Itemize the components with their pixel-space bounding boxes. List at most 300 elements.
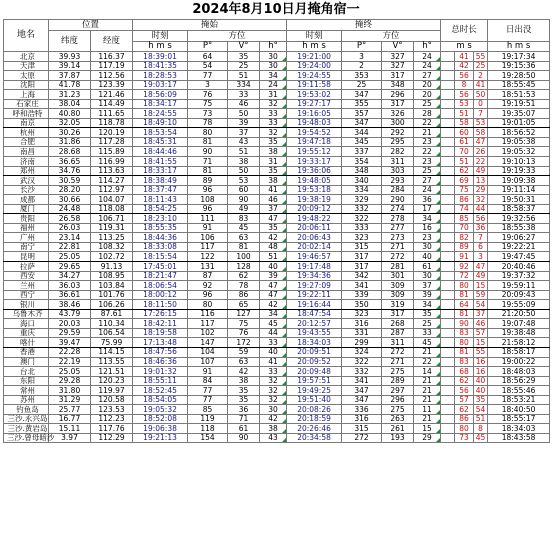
egress-v-cell: 274 <box>382 204 414 214</box>
duration-gap-cell <box>441 233 455 243</box>
place-cell: 呼和浩特 <box>4 109 49 119</box>
egress-v-cell: 319 <box>382 300 414 310</box>
duration-gap-cell <box>441 300 455 310</box>
latitude-cell: 39.47 <box>49 338 91 348</box>
egress-p-cell: 332 <box>342 204 382 214</box>
egress-p-cell: 341 <box>342 376 382 386</box>
ingress-h-cell: 34 <box>260 309 287 319</box>
header-egress-hms: h m s <box>287 42 342 52</box>
egress-v-cell: 300 <box>382 118 414 128</box>
ingress-time-cell: 17:26:15 <box>133 309 188 319</box>
table-row <box>4 319 550 329</box>
header-egress-time: 时刻 <box>287 31 342 42</box>
longitude-cell: 111.65 <box>91 109 133 119</box>
ingress-time-cell: 18:33:08 <box>133 242 188 252</box>
duration-gap-cell <box>441 386 455 396</box>
ingress-v-cell: 36 <box>228 405 260 415</box>
duration-min-cell: 51 <box>455 109 474 119</box>
ingress-time-cell: 18:44:36 <box>133 233 188 243</box>
duration-min-cell: 80 <box>455 424 474 434</box>
place-cell: 香港 <box>4 347 49 357</box>
egress-v-cell: 277 <box>382 223 414 233</box>
ingress-v-cell: 51 <box>228 71 260 81</box>
latitude-cell: 23.14 <box>49 233 91 243</box>
egress-h-cell: 33 <box>414 328 441 338</box>
egress-h-cell: 25 <box>414 166 441 176</box>
occultation-table <box>3 19 550 443</box>
ingress-p-cell: 76 <box>188 90 228 100</box>
egress-v-cell: 296 <box>382 395 414 405</box>
table-row <box>4 242 550 252</box>
egress-v-cell: 275 <box>382 405 414 415</box>
egress-v-cell: 311 <box>382 338 414 348</box>
longitude-cell: 119.31 <box>91 223 133 233</box>
duration-sec-cell: 35 <box>474 395 488 405</box>
moonset-cell: 18:53:21 <box>488 395 550 405</box>
ingress-p-cell: 89 <box>188 176 228 186</box>
egress-time-cell: 19:47:18 <box>287 137 342 147</box>
duration-min-cell: 62 <box>455 166 474 176</box>
egress-h-cell: 25 <box>414 319 441 329</box>
latitude-cell: 39.14 <box>49 61 91 71</box>
table-row <box>4 109 550 119</box>
ingress-v-cell: 100 <box>228 252 260 262</box>
ingress-p-cell: 131 <box>188 262 228 272</box>
ingress-p-cell: 77 <box>188 395 228 405</box>
duration-min-cell: 80 <box>455 281 474 291</box>
duration-min-cell: 61 <box>455 137 474 147</box>
egress-v-cell: 268 <box>382 319 414 329</box>
duration-gap-cell <box>441 309 455 319</box>
egress-time-cell: 19:55:12 <box>287 147 342 157</box>
table-row <box>4 271 550 281</box>
ingress-p-cell: 73 <box>188 109 228 119</box>
duration-sec-cell: 7 <box>474 233 488 243</box>
egress-v-cell: 317 <box>382 309 414 319</box>
place-cell: 合肥 <box>4 137 49 147</box>
latitude-cell: 38.46 <box>49 300 91 310</box>
place-cell: 兰州 <box>4 281 49 291</box>
table-row <box>4 90 550 100</box>
latitude-cell: 25.05 <box>49 252 91 262</box>
moonset-cell: 19:17:34 <box>488 52 550 62</box>
egress-h-cell: 23 <box>414 137 441 147</box>
egress-h-cell: 14 <box>414 367 441 377</box>
duration-min-cell: 83 <box>455 357 474 367</box>
ingress-time-cell: 18:55:35 <box>133 223 188 233</box>
header-egress-v: V° <box>382 42 414 52</box>
latitude-cell: 29.65 <box>49 262 91 272</box>
egress-v-cell: 311 <box>382 157 414 167</box>
ingress-v-cell: 46 <box>228 99 260 109</box>
egress-p-cell: 317 <box>342 262 382 272</box>
moonset-cell: 18:55:46 <box>488 386 550 396</box>
egress-time-cell: 20:02:14 <box>287 242 342 252</box>
longitude-cell: 113.63 <box>91 166 133 176</box>
duration-min-cell: 81 <box>455 347 474 357</box>
latitude-cell: 34.76 <box>49 166 91 176</box>
duration-sec-cell: 46 <box>474 319 488 329</box>
ingress-h-cell: 38 <box>260 424 287 434</box>
moonset-cell: 18:58:37 <box>488 204 550 214</box>
table-body <box>4 52 550 443</box>
duration-sec-cell: 13 <box>474 176 488 186</box>
moonset-cell: 20:09:43 <box>488 290 550 300</box>
moonset-cell: 19:19:33 <box>488 166 550 176</box>
duration-sec-cell: 25 <box>474 61 488 71</box>
ingress-v-cell: 334 <box>228 80 260 90</box>
ingress-p-cell: 122 <box>188 252 228 262</box>
duration-gap-cell <box>441 328 455 338</box>
egress-h-cell: 25 <box>414 99 441 109</box>
duration-gap-cell <box>441 367 455 377</box>
moonset-cell: 19:38:48 <box>488 328 550 338</box>
egress-p-cell: 322 <box>342 357 382 367</box>
table-row <box>4 338 550 348</box>
ingress-time-cell: 18:15:54 <box>133 252 188 262</box>
ingress-v-cell: 65 <box>228 300 260 310</box>
moonset-cell: 19:00:22 <box>488 357 550 367</box>
table-row <box>4 147 550 157</box>
egress-h-cell: 30 <box>414 271 441 281</box>
ingress-v-cell: 38 <box>228 376 260 386</box>
ingress-p-cell: 3 <box>188 80 228 90</box>
latitude-cell: 36.61 <box>49 290 91 300</box>
duration-gap-cell <box>441 290 455 300</box>
table-row <box>4 376 550 386</box>
table-row <box>4 166 550 176</box>
ingress-h-cell: 35 <box>260 223 287 233</box>
latitude-cell: 28.20 <box>49 185 91 195</box>
egress-h-cell: 21 <box>414 386 441 396</box>
duration-min-cell: 60 <box>455 128 474 138</box>
ingress-time-cell: 17:45:01 <box>133 262 188 272</box>
egress-p-cell: 344 <box>342 128 382 138</box>
longitude-cell: 113.25 <box>91 233 133 243</box>
egress-p-cell: 329 <box>342 195 382 205</box>
ingress-v-cell: 60 <box>228 185 260 195</box>
header-ingress-time: 时刻 <box>133 31 188 42</box>
egress-time-cell: 19:22:11 <box>287 290 342 300</box>
egress-time-cell: 19:16:05 <box>287 109 342 119</box>
egress-h-cell: 40 <box>414 252 441 262</box>
egress-p-cell: 348 <box>342 166 382 176</box>
egress-h-cell: 22 <box>414 118 441 128</box>
place-cell: 北京 <box>4 52 49 62</box>
latitude-cell: 38.04 <box>49 99 91 109</box>
ingress-p-cell: 117 <box>188 242 228 252</box>
duration-min-cell: 80 <box>455 338 474 348</box>
ingress-time-cell: 18:19:58 <box>133 328 188 338</box>
place-cell: 太原 <box>4 71 49 81</box>
ingress-time-cell: 18:34:17 <box>133 99 188 109</box>
ingress-v-cell: 25 <box>228 61 260 71</box>
egress-p-cell: 337 <box>342 147 382 157</box>
duration-min-cell: 68 <box>455 367 474 377</box>
moonset-cell: 21:58:12 <box>488 338 550 348</box>
duration-min-cell: 86 <box>455 414 474 424</box>
table-row <box>4 262 550 272</box>
ingress-h-cell: 31 <box>260 157 287 167</box>
moonset-cell: 19:09:38 <box>488 176 550 186</box>
ingress-h-cell: 40 <box>260 262 287 272</box>
egress-h-cell: 20 <box>414 90 441 100</box>
egress-p-cell: 322 <box>342 214 382 224</box>
ingress-v-cell: 50 <box>228 166 260 176</box>
place-cell: 武汉 <box>4 176 49 186</box>
egress-time-cell: 20:12:57 <box>287 319 342 329</box>
ingress-h-cell: 41 <box>260 185 287 195</box>
ingress-h-cell: 30 <box>260 405 287 415</box>
longitude-cell: 117.76 <box>91 424 133 434</box>
longitude-cell: 115.89 <box>91 147 133 157</box>
egress-time-cell: 19:46:57 <box>287 252 342 262</box>
longitude-cell: 108.32 <box>91 242 133 252</box>
ingress-h-cell: 42 <box>260 233 287 243</box>
duration-sec-cell: 22 <box>474 157 488 167</box>
moonset-cell: 18:43:58 <box>488 433 550 443</box>
moonset-cell: 19:01:05 <box>488 118 550 128</box>
table-row <box>4 367 550 377</box>
egress-p-cell: 339 <box>342 290 382 300</box>
duration-sec-cell: 54 <box>474 300 488 310</box>
moonset-cell: 19:22:21 <box>488 242 550 252</box>
ingress-p-cell: 80 <box>188 300 228 310</box>
moonset-cell: 18:55:17 <box>488 414 550 424</box>
duration-gap-cell <box>441 319 455 329</box>
longitude-cell: 106.54 <box>91 328 133 338</box>
longitude-cell: 118.78 <box>91 118 133 128</box>
duration-min-cell: 83 <box>455 328 474 338</box>
place-cell: 西安 <box>4 271 49 281</box>
latitude-cell: 31.23 <box>49 90 91 100</box>
duration-gap-cell <box>441 281 455 291</box>
moonset-cell: 19:59:11 <box>488 281 550 291</box>
egress-time-cell: 19:48:03 <box>287 118 342 128</box>
ingress-v-cell: 127 <box>228 309 260 319</box>
ingress-p-cell: 154 <box>188 433 228 443</box>
ingress-h-cell: 47 <box>260 290 287 300</box>
moonset-cell: 18:40:50 <box>488 405 550 415</box>
table-row <box>4 176 550 186</box>
place-cell: 广州 <box>4 233 49 243</box>
ingress-h-cell: 35 <box>260 166 287 176</box>
table-row <box>4 99 550 109</box>
latitude-cell: 30.66 <box>49 195 91 205</box>
ingress-v-cell: 37 <box>228 128 260 138</box>
ingress-p-cell: 64 <box>188 52 228 62</box>
header-longitude: 经度 <box>91 31 133 52</box>
moonset-cell: 18:51:53 <box>488 90 550 100</box>
latitude-cell: 30.59 <box>49 176 91 186</box>
ingress-v-cell: 71 <box>228 414 260 424</box>
duration-min-cell: 58 <box>455 118 474 128</box>
moonset-cell: 18:55:38 <box>488 223 550 233</box>
ingress-v-cell: 90 <box>228 433 260 443</box>
duration-min-cell: 86 <box>455 195 474 205</box>
ingress-time-cell: 18:46:36 <box>133 357 188 367</box>
egress-h-cell: 35 <box>414 309 441 319</box>
latitude-cell: 31.29 <box>49 395 91 405</box>
egress-p-cell: 355 <box>342 99 382 109</box>
duration-gap-cell <box>441 176 455 186</box>
longitude-cell: 113.55 <box>91 357 133 367</box>
ingress-v-cell: 43 <box>228 137 260 147</box>
duration-gap-cell <box>441 52 455 62</box>
place-cell: 成都 <box>4 195 49 205</box>
duration-min-cell: 51 <box>455 157 474 167</box>
egress-v-cell: 289 <box>382 376 414 386</box>
ingress-h-cell: 38 <box>260 147 287 157</box>
duration-sec-cell: 7 <box>474 109 488 119</box>
table-row <box>4 309 550 319</box>
egress-time-cell: 19:51:40 <box>287 395 342 405</box>
latitude-cell: 31.80 <box>49 386 91 396</box>
ingress-h-cell: 45 <box>260 319 287 329</box>
duration-gap-cell <box>441 424 455 434</box>
ingress-h-cell: 32 <box>260 99 287 109</box>
ingress-time-cell: 18:41:35 <box>133 61 188 71</box>
ingress-p-cell: 54 <box>188 61 228 71</box>
duration-gap-cell <box>441 195 455 205</box>
egress-p-cell: 345 <box>342 137 382 147</box>
longitude-cell: 116.99 <box>91 157 133 167</box>
egress-v-cell: 296 <box>382 90 414 100</box>
egress-time-cell: 18:34:03 <box>287 338 342 348</box>
duration-min-cell: 8 <box>455 80 474 90</box>
egress-p-cell: 317 <box>342 252 382 262</box>
latitude-cell: 26.03 <box>49 223 91 233</box>
table-row <box>4 328 550 338</box>
duration-sec-cell: 50 <box>474 90 488 100</box>
place-cell: 苏州 <box>4 395 49 405</box>
place-cell: 乌鲁木齐 <box>4 309 49 319</box>
moonset-cell: 19:10:13 <box>488 157 550 167</box>
ingress-time-cell: 19:03:17 <box>133 80 188 90</box>
latitude-cell: 15.11 <box>49 424 91 434</box>
page-title: 2024年8月10日月掩角宿一 <box>192 2 360 17</box>
longitude-cell: 114.15 <box>91 347 133 357</box>
duration-min-cell: 53 <box>455 99 474 109</box>
ingress-p-cell: 102 <box>188 328 228 338</box>
duration-sec-cell: 45 <box>474 433 488 443</box>
ingress-h-cell: 42 <box>260 414 287 424</box>
longitude-cell: 112.23 <box>91 414 133 424</box>
duration-sec-cell: 56 <box>474 214 488 224</box>
ingress-p-cell: 116 <box>188 309 228 319</box>
latitude-cell: 22.81 <box>49 242 91 252</box>
egress-p-cell: 315 <box>342 242 382 252</box>
place-cell: 济南 <box>4 157 49 167</box>
egress-p-cell: 347 <box>342 386 382 396</box>
latitude-cell: 16.77 <box>49 414 91 424</box>
place-cell: 重庆 <box>4 328 49 338</box>
ingress-h-cell: 43 <box>260 433 287 443</box>
place-cell: 福州 <box>4 223 49 233</box>
table-row <box>4 405 550 415</box>
longitude-cell: 112.97 <box>91 185 133 195</box>
table-row <box>4 61 550 71</box>
ingress-time-cell: 18:11:43 <box>133 195 188 205</box>
duration-gap-cell <box>441 185 455 195</box>
egress-p-cell: 3 <box>342 52 382 62</box>
ingress-p-cell: 96 <box>188 290 228 300</box>
table-row <box>4 223 550 233</box>
ingress-time-cell: 19:01:32 <box>133 367 188 377</box>
place-cell: 贵阳 <box>4 214 49 224</box>
ingress-v-cell: 39 <box>228 118 260 128</box>
egress-p-cell: 315 <box>342 424 382 434</box>
header-ingress-v: V° <box>228 42 260 52</box>
latitude-cell: 25.77 <box>49 405 91 415</box>
ingress-p-cell: 118 <box>188 424 228 434</box>
ingress-v-cell: 63 <box>228 357 260 367</box>
ingress-v-cell: 86 <box>228 290 260 300</box>
longitude-cell: 87.61 <box>91 309 133 319</box>
header-duration: 总时长 <box>441 20 488 42</box>
latitude-cell: 34.27 <box>49 271 91 281</box>
latitude-cell: 24.48 <box>49 204 91 214</box>
duration-gap-cell <box>441 347 455 357</box>
egress-time-cell: 19:27:09 <box>287 281 342 291</box>
egress-time-cell: 19:27:17 <box>287 99 342 109</box>
longitude-cell: 117.19 <box>91 61 133 71</box>
ingress-h-cell: 51 <box>260 252 287 262</box>
latitude-cell: 40.80 <box>49 109 91 119</box>
header-ingress-hms: h m s <box>133 42 188 52</box>
ingress-time-cell: 18:49:10 <box>133 118 188 128</box>
egress-h-cell: 30 <box>414 242 441 252</box>
longitude-cell: 104.07 <box>91 195 133 205</box>
moonset-cell: 19:32:56 <box>488 214 550 224</box>
table-row <box>4 290 550 300</box>
longitude-cell: 123.39 <box>91 80 133 90</box>
egress-h-cell: 24 <box>414 61 441 71</box>
ingress-v-cell: 35 <box>228 395 260 405</box>
egress-h-cell: 16 <box>414 223 441 233</box>
ingress-time-cell: 18:42:11 <box>133 319 188 329</box>
egress-p-cell: 353 <box>342 71 382 81</box>
place-cell: 常州 <box>4 386 49 396</box>
table-row <box>4 233 550 243</box>
moonset-cell: 18:56:52 <box>488 128 550 138</box>
duration-sec-cell: 57 <box>474 328 488 338</box>
latitude-cell: 36.03 <box>49 281 91 291</box>
egress-p-cell: 323 <box>342 233 382 243</box>
duration-gap-cell <box>441 61 455 71</box>
egress-v-cell: 293 <box>382 176 414 186</box>
header-position: 位置 <box>49 20 133 31</box>
duration-min-cell: 62 <box>455 376 474 386</box>
duration-gap-cell <box>441 262 455 272</box>
egress-h-cell: 23 <box>414 233 441 243</box>
egress-p-cell: 336 <box>342 405 382 415</box>
ingress-h-cell: 35 <box>260 137 287 147</box>
egress-v-cell: 327 <box>382 52 414 62</box>
duration-sec-cell: 16 <box>474 357 488 367</box>
duration-sec-cell: 55 <box>474 52 488 62</box>
ingress-p-cell: 107 <box>188 357 228 367</box>
ingress-time-cell: 18:52:45 <box>133 386 188 396</box>
egress-time-cell: 19:24:55 <box>287 71 342 81</box>
duration-sec-cell: 15 <box>474 281 488 291</box>
longitude-cell: 101.76 <box>91 290 133 300</box>
moonset-cell: 21:20:50 <box>488 309 550 319</box>
place-cell: 南京 <box>4 118 49 128</box>
egress-h-cell: 39 <box>414 290 441 300</box>
egress-h-cell: 21 <box>414 376 441 386</box>
duration-sec-cell: 55 <box>474 347 488 357</box>
